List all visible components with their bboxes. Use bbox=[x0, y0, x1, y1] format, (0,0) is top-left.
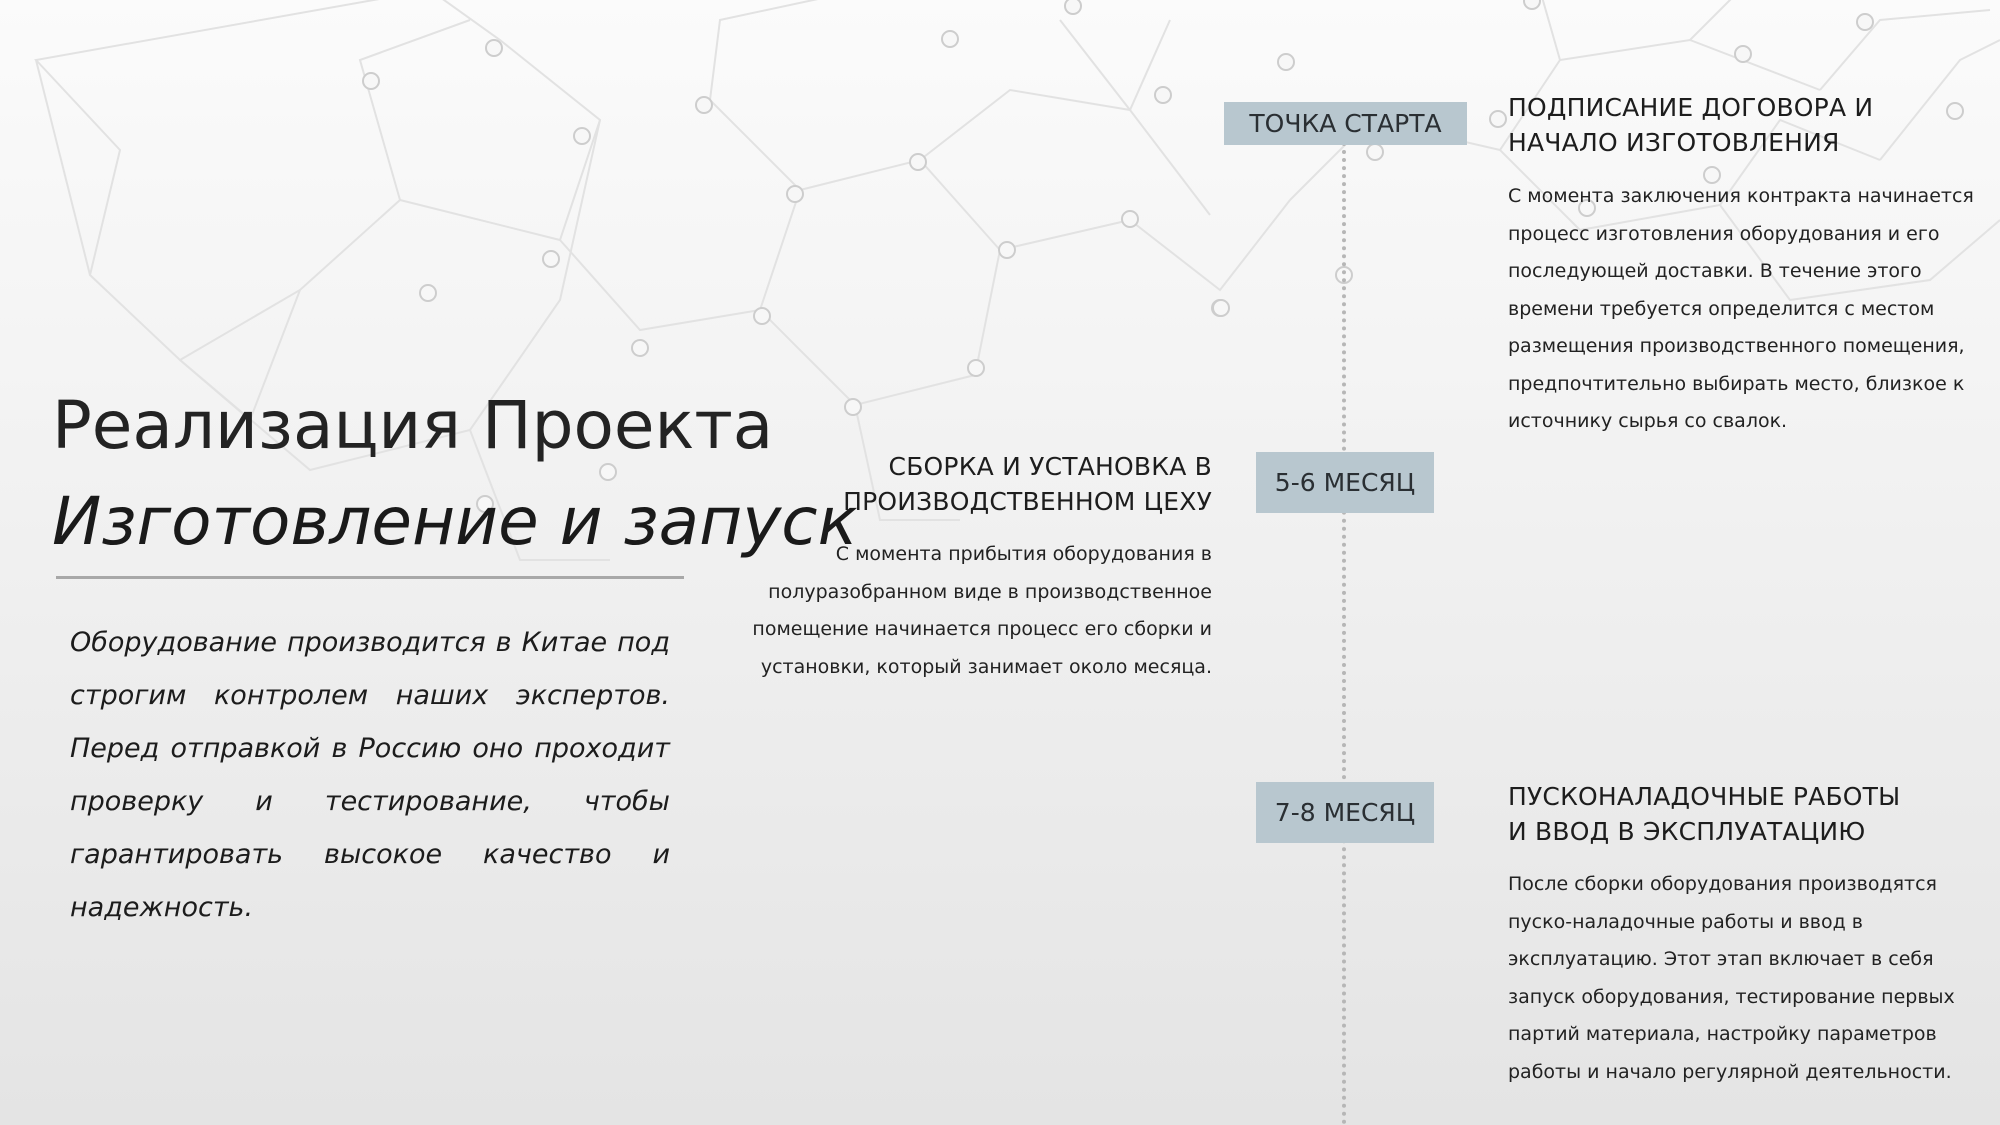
title-line-2: Изготовление и запуск bbox=[52, 483, 858, 560]
stage-2-heading-line-2: ПРОИЗВОДСТВЕННОМ ЦЕХУ bbox=[843, 487, 1212, 516]
stage-3-heading bbox=[1508, 779, 1978, 849]
timeline-label-month-7-8: 7-8 МЕСЯЦ bbox=[1256, 782, 1434, 843]
timeline-line bbox=[1342, 126, 1346, 1125]
stage-2-description: С момента прибытия оборудования в полуразобранном виде в производственное помещение начинается процесс его сборки и установки, который занимает около месяца. bbox=[752, 543, 1212, 678]
stage-1-heading-line-2: НАЧАЛО ИЗГОТОВЛЕНИЯ bbox=[1508, 128, 1840, 157]
title-underline bbox=[56, 576, 684, 579]
stage-2-heading bbox=[760, 449, 1212, 519]
stage-3-description: После сборки оборудования производятся пуско-наладочные работы и ввод в эксплуатацию. Этот этап включает в себя запуск оборудования, тестирование первых партий материала, настройку параметров работы и начало регулярной деятельности. bbox=[1508, 873, 1955, 1083]
stage-1-description: С момента заключения контракта начинается процесс изготовления оборудования и его последующей доставки. В течение этого времени требуется определится с местом размещения производственного помещения, предпочтительно выбирать место, близкое к источнику сырья со свалок. bbox=[1508, 185, 1974, 432]
timeline-label-start: ТОЧКА СТАРТА bbox=[1224, 102, 1467, 145]
stage-3-heading-line-2: И ВВОД В ЭКСПЛУАТАЦИЮ bbox=[1508, 817, 1866, 846]
stage-2-heading-line-1: СБОРКА И УСТАНОВКА В bbox=[888, 452, 1212, 481]
timeline-label-month-5-6: 5-6 МЕСЯЦ bbox=[1256, 452, 1434, 513]
stage-3-heading-line-1: ПУСКОНАЛАДОЧНЫЕ РАБОТЫ bbox=[1508, 782, 1901, 811]
intro-text: Оборудование производится в Китае под строгим контролем наших экспертов. Перед отправкой в Россию оно проходит проверку и тестирование, чтобы гарантировать высокое качество и надежность. bbox=[70, 627, 670, 923]
title-line-1: Реализация Проекта bbox=[52, 387, 774, 464]
stage-1-heading-line-1: ПОДПИСАНИЕ ДОГОВОРА И bbox=[1508, 93, 1874, 122]
stage-1-heading bbox=[1508, 90, 1978, 160]
